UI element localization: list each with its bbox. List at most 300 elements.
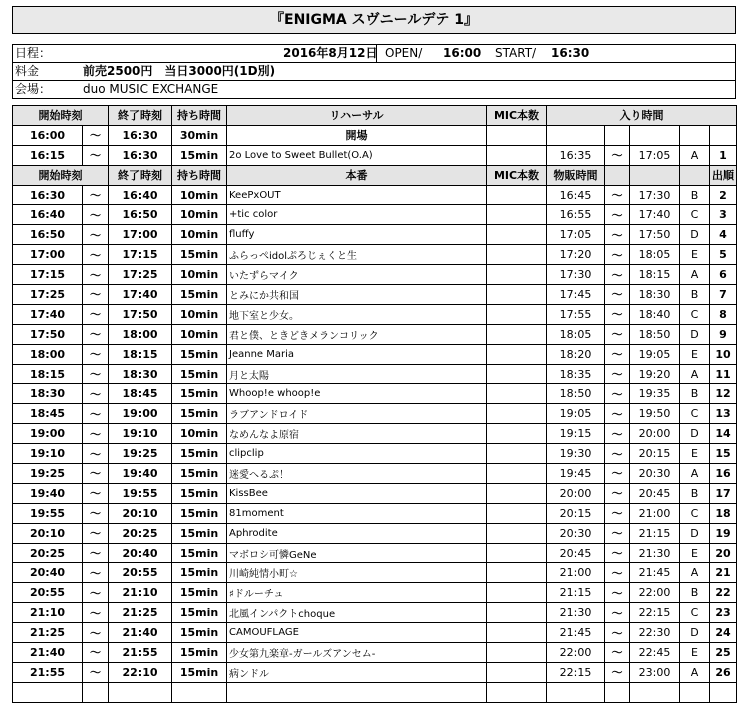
start-time: 21:10 bbox=[13, 603, 83, 623]
mic-count bbox=[487, 503, 547, 523]
tilde-separator: 〜 bbox=[605, 424, 630, 444]
tilde-separator: 〜 bbox=[83, 623, 109, 643]
header-duration: 持ち時間 bbox=[172, 165, 227, 185]
tilde-separator: 〜 bbox=[83, 344, 109, 364]
empty-cell bbox=[710, 682, 737, 702]
group-letter: B bbox=[680, 285, 710, 305]
duration: 15min bbox=[172, 464, 227, 484]
end-time: 21:40 bbox=[109, 623, 172, 643]
end-time: 19:10 bbox=[109, 424, 172, 444]
header-start-time: 開始時刻 bbox=[13, 106, 109, 126]
table-row bbox=[13, 304, 737, 324]
header-program: 本番 bbox=[227, 165, 487, 185]
tilde-separator: 〜 bbox=[83, 205, 109, 225]
end-time: 17:50 bbox=[109, 304, 172, 324]
start-time: 20:25 bbox=[13, 543, 83, 563]
end-time: 21:55 bbox=[109, 643, 172, 663]
tilde-separator: 〜 bbox=[83, 265, 109, 285]
duration: 15min bbox=[172, 145, 227, 165]
end-time: 16:50 bbox=[109, 205, 172, 225]
table-row bbox=[13, 384, 737, 404]
mic-count bbox=[487, 205, 547, 225]
page-title: 『ENIGMA スヴニールデテ 1』 bbox=[12, 6, 736, 34]
mic-count bbox=[487, 245, 547, 265]
tilde-separator: 〜 bbox=[605, 245, 630, 265]
end-time: 16:30 bbox=[109, 125, 172, 145]
tilde-separator: 〜 bbox=[83, 225, 109, 245]
group-letter: E bbox=[680, 344, 710, 364]
group-letter: A bbox=[680, 563, 710, 583]
start-time: 16:50 bbox=[13, 225, 83, 245]
header-entry-time: 入り時間 bbox=[547, 106, 737, 126]
act-name: 君と僕、ときどきメランコリック bbox=[227, 324, 487, 344]
duration: 10min bbox=[172, 185, 227, 205]
schedule-table bbox=[12, 105, 737, 703]
duration: 10min bbox=[172, 225, 227, 245]
start-time: 16:30 bbox=[13, 185, 83, 205]
tilde-separator: 〜 bbox=[83, 662, 109, 682]
order-number: 26 bbox=[710, 662, 737, 682]
start-time: 16:00 bbox=[13, 125, 83, 145]
duration: 15min bbox=[172, 245, 227, 265]
act-name: 月と太陽 bbox=[227, 364, 487, 384]
start-time: 16:30 bbox=[551, 46, 590, 60]
mic-count bbox=[487, 404, 547, 424]
table-row bbox=[13, 444, 737, 464]
duration: 15min bbox=[172, 563, 227, 583]
duration: 15min bbox=[172, 583, 227, 603]
merch-end: 22:45 bbox=[630, 643, 680, 663]
table-row bbox=[13, 662, 737, 682]
order-number: 24 bbox=[710, 623, 737, 643]
start-time: 16:15 bbox=[13, 145, 83, 165]
act-name: fluffy bbox=[227, 225, 487, 245]
tilde-separator: 〜 bbox=[83, 245, 109, 265]
start-time: 19:25 bbox=[13, 464, 83, 484]
mic-count bbox=[487, 145, 547, 165]
header-program: リハーサル bbox=[227, 106, 487, 126]
merch-start: 19:05 bbox=[547, 404, 605, 424]
end-time: 17:15 bbox=[109, 245, 172, 265]
tilde-separator: 〜 bbox=[83, 603, 109, 623]
mic-count bbox=[487, 424, 547, 444]
header-row bbox=[13, 106, 737, 126]
act-name: なめんなよ原宿 bbox=[227, 424, 487, 444]
order-number: 6 bbox=[710, 265, 737, 285]
tilde-separator: 〜 bbox=[83, 185, 109, 205]
order-number: 7 bbox=[710, 285, 737, 305]
group-letter: E bbox=[680, 245, 710, 265]
tilde-separator: 〜 bbox=[605, 523, 630, 543]
group-letter: D bbox=[680, 623, 710, 643]
empty-cell bbox=[605, 682, 630, 702]
mic-count bbox=[487, 603, 547, 623]
merch-end: 20:15 bbox=[630, 444, 680, 464]
merch-end: 23:00 bbox=[630, 662, 680, 682]
end-time: 20:10 bbox=[109, 503, 172, 523]
duration: 10min bbox=[172, 265, 227, 285]
header-mic-count: MIC本数 bbox=[487, 165, 547, 185]
table-row bbox=[13, 643, 737, 663]
tilde-separator: 〜 bbox=[605, 662, 630, 682]
start-time: 18:00 bbox=[13, 344, 83, 364]
header-blank bbox=[630, 165, 680, 185]
tilde-separator: 〜 bbox=[83, 464, 109, 484]
group-letter: C bbox=[680, 304, 710, 324]
act-name: 2o Love to Sweet Bullet(O.A) bbox=[227, 145, 487, 165]
group-letter: A bbox=[680, 364, 710, 384]
order-number: 12 bbox=[710, 384, 737, 404]
group-letter: D bbox=[680, 225, 710, 245]
group-letter: D bbox=[680, 523, 710, 543]
act-name: KeePxOUT bbox=[227, 185, 487, 205]
merch-start: 17:05 bbox=[547, 225, 605, 245]
tilde-separator: 〜 bbox=[605, 265, 630, 285]
start-time: 19:55 bbox=[13, 503, 83, 523]
order-number: 1 bbox=[710, 145, 737, 165]
group-letter bbox=[680, 125, 710, 145]
merch-start: 17:55 bbox=[547, 304, 605, 324]
tilde-separator: 〜 bbox=[605, 483, 630, 503]
start-time: 17:40 bbox=[13, 304, 83, 324]
end-time: 21:10 bbox=[109, 583, 172, 603]
tilde-separator: 〜 bbox=[605, 503, 630, 523]
merch-end: 18:15 bbox=[630, 265, 680, 285]
table-row bbox=[13, 185, 737, 205]
duration: 15min bbox=[172, 364, 227, 384]
mic-count bbox=[487, 225, 547, 245]
act-name: 川崎純情小町☆ bbox=[227, 563, 487, 583]
group-letter: A bbox=[680, 265, 710, 285]
tilde-separator: 〜 bbox=[83, 404, 109, 424]
act-name: 81moment bbox=[227, 503, 487, 523]
tilde-separator: 〜 bbox=[605, 384, 630, 404]
mic-count bbox=[487, 384, 547, 404]
group-letter: D bbox=[680, 324, 710, 344]
end-time: 16:30 bbox=[109, 145, 172, 165]
table-row bbox=[13, 145, 737, 165]
act-name: KissBee bbox=[227, 483, 487, 503]
merch-end: 21:00 bbox=[630, 503, 680, 523]
merch-end: 19:05 bbox=[630, 344, 680, 364]
date-row bbox=[13, 45, 735, 63]
merch-start: 17:45 bbox=[547, 285, 605, 305]
tilde-separator: 〜 bbox=[83, 424, 109, 444]
act-name: 開場 bbox=[227, 125, 487, 145]
table-row bbox=[13, 245, 737, 265]
tilde-separator: 〜 bbox=[83, 563, 109, 583]
header-start-time: 開始時刻 bbox=[13, 165, 109, 185]
table-row bbox=[13, 125, 737, 145]
merch-start: 21:30 bbox=[547, 603, 605, 623]
act-name: +tic color bbox=[227, 205, 487, 225]
duration: 15min bbox=[172, 384, 227, 404]
duration: 10min bbox=[172, 324, 227, 344]
empty-cell bbox=[547, 682, 605, 702]
order-number: 15 bbox=[710, 444, 737, 464]
act-name: Aphrodite bbox=[227, 523, 487, 543]
act-name: とみにか共和国 bbox=[227, 285, 487, 305]
mic-count bbox=[487, 444, 547, 464]
act-name: ラブアンドロイド bbox=[227, 404, 487, 424]
group-letter: B bbox=[680, 583, 710, 603]
merch-end: 20:00 bbox=[630, 424, 680, 444]
start-time: 21:55 bbox=[13, 662, 83, 682]
header-end-time: 終了時刻 bbox=[109, 106, 172, 126]
ticket-price: 前売2500円 当日3000円(1D別) bbox=[83, 64, 276, 78]
end-time: 17:25 bbox=[109, 265, 172, 285]
header-row bbox=[13, 165, 737, 185]
merch-end: 18:05 bbox=[630, 245, 680, 265]
start-time: 17:25 bbox=[13, 285, 83, 305]
start-time: 18:30 bbox=[13, 384, 83, 404]
merch-start: 20:30 bbox=[547, 523, 605, 543]
end-time: 19:00 bbox=[109, 404, 172, 424]
end-time: 16:40 bbox=[109, 185, 172, 205]
merch-start: 18:20 bbox=[547, 344, 605, 364]
order-number: 23 bbox=[710, 603, 737, 623]
start-time: 21:25 bbox=[13, 623, 83, 643]
start-time: 20:55 bbox=[13, 583, 83, 603]
merch-end: 18:30 bbox=[630, 285, 680, 305]
act-name: ふらっぺidolぷろじぇくと生 bbox=[227, 245, 487, 265]
tilde-separator: 〜 bbox=[605, 643, 630, 663]
event-date: 2016年8月12日 bbox=[283, 46, 378, 60]
group-letter: C bbox=[680, 603, 710, 623]
merch-start: 19:45 bbox=[547, 464, 605, 484]
start-time: 17:15 bbox=[13, 265, 83, 285]
empty-row bbox=[13, 682, 737, 702]
venue-name: duo MUSIC EXCHANGE bbox=[83, 82, 219, 96]
tilde-separator: 〜 bbox=[605, 344, 630, 364]
mic-count bbox=[487, 285, 547, 305]
tilde-separator: 〜 bbox=[605, 324, 630, 344]
duration: 10min bbox=[172, 424, 227, 444]
merch-end bbox=[630, 125, 680, 145]
order-number: 4 bbox=[710, 225, 737, 245]
mic-count bbox=[487, 125, 547, 145]
act-name: ♯ドルーチュ bbox=[227, 583, 487, 603]
merch-end: 22:15 bbox=[630, 603, 680, 623]
end-time: 17:40 bbox=[109, 285, 172, 305]
table-row bbox=[13, 225, 737, 245]
open-label: OPEN/ bbox=[385, 46, 423, 60]
empty-cell bbox=[630, 682, 680, 702]
order-number: 14 bbox=[710, 424, 737, 444]
merch-start: 17:20 bbox=[547, 245, 605, 265]
act-name: CAMOUFLAGE bbox=[227, 623, 487, 643]
tilde-separator: 〜 bbox=[605, 185, 630, 205]
end-time: 21:25 bbox=[109, 603, 172, 623]
end-time: 19:40 bbox=[109, 464, 172, 484]
header-merch-time: 物販時間 bbox=[547, 165, 605, 185]
table-row bbox=[13, 523, 737, 543]
act-name: 地下室と少女。 bbox=[227, 304, 487, 324]
end-time: 20:25 bbox=[109, 523, 172, 543]
mic-count bbox=[487, 364, 547, 384]
tilde-separator: 〜 bbox=[83, 384, 109, 404]
header-end-time: 終了時刻 bbox=[109, 165, 172, 185]
empty-cell bbox=[13, 682, 83, 702]
duration: 15min bbox=[172, 643, 227, 663]
end-time: 22:10 bbox=[109, 662, 172, 682]
merch-start: 18:35 bbox=[547, 364, 605, 384]
order-number: 5 bbox=[710, 245, 737, 265]
start-time: 17:00 bbox=[13, 245, 83, 265]
group-letter: B bbox=[680, 384, 710, 404]
tilde-separator: 〜 bbox=[605, 583, 630, 603]
merch-start: 20:15 bbox=[547, 503, 605, 523]
mic-count bbox=[487, 623, 547, 643]
order-number: 25 bbox=[710, 643, 737, 663]
merch-start: 18:05 bbox=[547, 324, 605, 344]
mic-count bbox=[487, 523, 547, 543]
mic-count bbox=[487, 344, 547, 364]
merch-end: 17:50 bbox=[630, 225, 680, 245]
order-number: 11 bbox=[710, 364, 737, 384]
act-name: 少女第九楽章-ガールズアンセム- bbox=[227, 643, 487, 663]
tilde-separator: 〜 bbox=[605, 205, 630, 225]
merch-end: 17:05 bbox=[630, 145, 680, 165]
empty-cell bbox=[109, 682, 172, 702]
order-number: 10 bbox=[710, 344, 737, 364]
table-row bbox=[13, 324, 737, 344]
order-number: 18 bbox=[710, 503, 737, 523]
merch-start: 16:35 bbox=[547, 145, 605, 165]
order-number: 22 bbox=[710, 583, 737, 603]
act-name: clipclip bbox=[227, 444, 487, 464]
table-row bbox=[13, 483, 737, 503]
duration: 30min bbox=[172, 125, 227, 145]
act-name: 北風インパクトchoque bbox=[227, 603, 487, 623]
duration: 15min bbox=[172, 444, 227, 464]
price-label: 料金 bbox=[15, 64, 40, 78]
end-time: 18:00 bbox=[109, 324, 172, 344]
merch-end: 19:50 bbox=[630, 404, 680, 424]
group-letter: E bbox=[680, 543, 710, 563]
tilde-separator: 〜 bbox=[83, 364, 109, 384]
header-blank bbox=[605, 165, 630, 185]
tilde-separator: 〜 bbox=[83, 304, 109, 324]
tilde-separator: 〜 bbox=[605, 563, 630, 583]
group-letter: A bbox=[680, 145, 710, 165]
merch-end: 20:30 bbox=[630, 464, 680, 484]
table-row bbox=[13, 603, 737, 623]
tilde-separator: 〜 bbox=[83, 125, 109, 145]
event-info bbox=[12, 44, 736, 99]
tilde-separator: 〜 bbox=[83, 444, 109, 464]
header-mic-count: MIC本数 bbox=[487, 106, 547, 126]
order-number: 20 bbox=[710, 543, 737, 563]
venue-label: 会場： bbox=[15, 82, 52, 96]
order-number: 16 bbox=[710, 464, 737, 484]
table-row bbox=[13, 503, 737, 523]
group-letter: B bbox=[680, 483, 710, 503]
duration: 15min bbox=[172, 483, 227, 503]
empty-cell bbox=[487, 682, 547, 702]
merch-start: 21:45 bbox=[547, 623, 605, 643]
group-letter: C bbox=[680, 503, 710, 523]
mic-count bbox=[487, 483, 547, 503]
tilde-separator: 〜 bbox=[605, 285, 630, 305]
mic-count bbox=[487, 185, 547, 205]
merch-start: 21:15 bbox=[547, 583, 605, 603]
mic-count bbox=[487, 464, 547, 484]
mic-count bbox=[487, 662, 547, 682]
tilde-separator: 〜 bbox=[83, 503, 109, 523]
merch-start: 16:45 bbox=[547, 185, 605, 205]
table-row bbox=[13, 364, 737, 384]
table-row bbox=[13, 424, 737, 444]
tilde-separator: 〜 bbox=[605, 145, 630, 165]
tilde-separator: 〜 bbox=[605, 464, 630, 484]
empty-cell bbox=[680, 682, 710, 702]
merch-end: 18:50 bbox=[630, 324, 680, 344]
tilde-separator: 〜 bbox=[83, 324, 109, 344]
table-row bbox=[13, 563, 737, 583]
group-letter: A bbox=[680, 464, 710, 484]
duration: 10min bbox=[172, 205, 227, 225]
order-number: 13 bbox=[710, 404, 737, 424]
act-name: Jeanne Maria bbox=[227, 344, 487, 364]
start-time: 19:00 bbox=[13, 424, 83, 444]
open-time: 16:00 bbox=[443, 46, 482, 60]
merch-end: 20:45 bbox=[630, 483, 680, 503]
tilde-separator: 〜 bbox=[605, 404, 630, 424]
end-time: 20:40 bbox=[109, 543, 172, 563]
end-time: 19:25 bbox=[109, 444, 172, 464]
merch-start: 22:15 bbox=[547, 662, 605, 682]
start-time: 20:40 bbox=[13, 563, 83, 583]
venue-row bbox=[13, 81, 735, 98]
start-time: 18:15 bbox=[13, 364, 83, 384]
duration: 15min bbox=[172, 603, 227, 623]
merch-start: 19:30 bbox=[547, 444, 605, 464]
duration: 15min bbox=[172, 285, 227, 305]
duration: 15min bbox=[172, 404, 227, 424]
group-letter: B bbox=[680, 185, 710, 205]
tilde-separator: 〜 bbox=[83, 583, 109, 603]
duration: 15min bbox=[172, 523, 227, 543]
tilde-separator bbox=[605, 125, 630, 145]
order-number: 9 bbox=[710, 324, 737, 344]
schedule-sheet bbox=[12, 6, 736, 703]
act-name: Whoop!e whoop!e bbox=[227, 384, 487, 404]
tilde-separator: 〜 bbox=[605, 623, 630, 643]
empty-cell bbox=[227, 682, 487, 702]
table-row bbox=[13, 205, 737, 225]
table-row bbox=[13, 543, 737, 563]
start-time: 17:50 bbox=[13, 324, 83, 344]
merch-end: 17:40 bbox=[630, 205, 680, 225]
table-row bbox=[13, 344, 737, 364]
mic-count bbox=[487, 583, 547, 603]
header-order: 出順 bbox=[710, 165, 737, 185]
table-row bbox=[13, 623, 737, 643]
merch-end: 22:00 bbox=[630, 583, 680, 603]
mic-count bbox=[487, 563, 547, 583]
end-time: 17:00 bbox=[109, 225, 172, 245]
tilde-separator: 〜 bbox=[83, 483, 109, 503]
merch-start: 19:15 bbox=[547, 424, 605, 444]
tilde-separator: 〜 bbox=[605, 603, 630, 623]
table-row bbox=[13, 583, 737, 603]
header-blank bbox=[680, 165, 710, 185]
merch-end: 21:30 bbox=[630, 543, 680, 563]
end-time: 19:55 bbox=[109, 483, 172, 503]
price-row bbox=[13, 63, 735, 81]
act-name: 迷愛へるぷ！ bbox=[227, 464, 487, 484]
